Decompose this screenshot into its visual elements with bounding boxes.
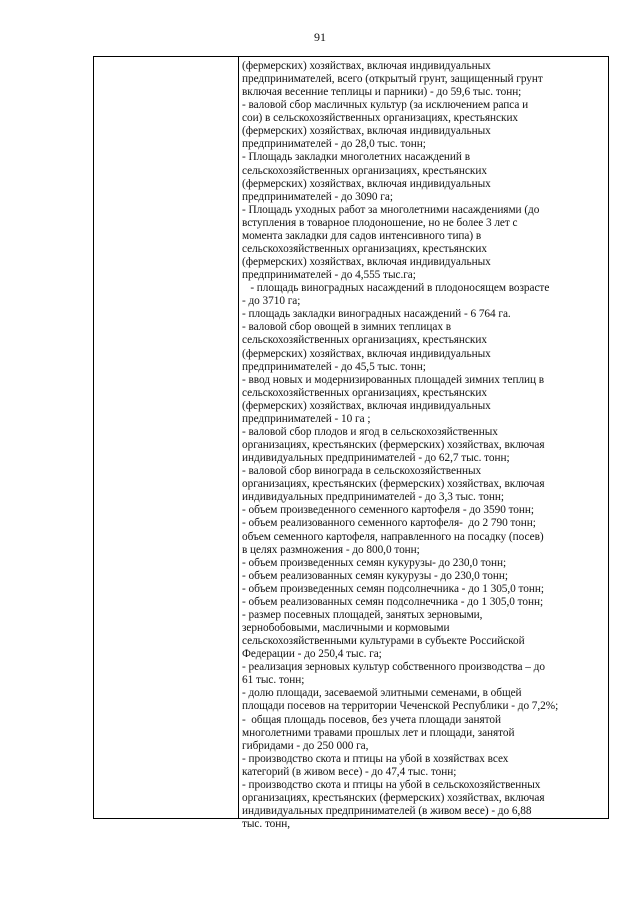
text-line: зернобобовыми, масличными и кормовыми <box>242 622 450 634</box>
text-line: - валовой сбор винограда в сельскохозяйственных <box>242 465 482 478</box>
text-line: - производство скота и птицы на убой в сельскохозяйственных <box>242 778 541 791</box>
text-line: организациях, крестьянских (фермерских) хозяйствах, включая <box>242 478 545 491</box>
text-line: - долю площади, засеваемой элитными семенами, в общей <box>242 687 522 700</box>
page-number: 91 <box>314 30 326 44</box>
text-line: (фермерских) хозяйствах, включая индивидуальных <box>242 347 491 360</box>
text-line: площади посевов на территории Чеченской Республики - до 7,2%; <box>242 700 559 713</box>
text-line: предпринимателей - до 28,0 тыс. тонн; <box>242 138 426 151</box>
text-line: (фермерских) хозяйствах, включая индивидуальных <box>242 60 491 72</box>
text-line: предпринимателей - до 45,5 тыс. тонн; <box>242 360 426 373</box>
text-line: сельскохозяйственных организациях, крестьянских <box>242 386 487 399</box>
text-line: - размер посевных площадей, занятых зерновыми, <box>242 608 483 621</box>
text-line: объем семенного картофеля, направленного на посадку (посев) <box>242 530 544 543</box>
text-line: - валовой сбор овощей в зимних теплицах в <box>242 321 451 334</box>
text-line: - объем реализованного семенного картофеля- до 2 790 тонн; <box>242 517 536 530</box>
text-line: вступления в товарное плодоношение, но не более 3 лет с <box>242 216 518 229</box>
text-line: индивидуальных предпринимателей - до 3,3 тыс. тонн; <box>242 491 504 504</box>
text-line: - площадь виноградных насаждений в плодоносящем возрасте <box>242 282 550 295</box>
text-line: - до 3710 га; <box>242 295 301 308</box>
text-line: включая весенние теплицы и парники) - до 59,6 тыс. тонн; <box>242 86 522 99</box>
text-line: - ввод новых и модернизированных площадей зимних теплиц в <box>242 373 545 386</box>
text-line: сои) в сельскохозяйственных организациях, крестьянских <box>242 112 519 125</box>
text-line: предпринимателей - до 4,555 тыс.га; <box>242 269 416 282</box>
text-line: 61 тыс. тонн; <box>242 674 305 687</box>
text-line: организациях, крестьянских (фермерских) хозяйствах, включая <box>242 791 545 804</box>
text-line: Федерации - до 250,4 тыс. га; <box>242 648 382 661</box>
text-line: индивидуальных предпринимателей (в живом весе) - до 6,88 <box>242 804 532 817</box>
text-line: - реализация зерновых культур собственного производства – до <box>242 661 545 674</box>
text-line: момента закладки для садов интенсивного типа) в <box>242 229 482 242</box>
text-line: гибридами - до 250 000 га, <box>242 739 369 752</box>
text-line: - валовой сбор плодов и ягод в сельскохозяйственных <box>242 425 498 438</box>
text-line: - валовой сбор масличных культур (за исключением рапса и <box>242 99 529 112</box>
text-line: тыс. тонн, <box>242 818 291 831</box>
text-line: (фермерских) хозяйствах, включая индивидуальных <box>242 399 491 412</box>
text-line: (фермерских) хозяйствах, включая индивидуальных <box>242 177 491 190</box>
text-line: - объем произведенного семенного картофеля - до 3590 тонн; <box>242 504 534 517</box>
text-line: предпринимателей, всего (открытый грунт, защищенный грунт <box>242 73 543 86</box>
text-line: - Площадь уходных работ за многолетними насаждениями (до <box>242 203 540 216</box>
text-line: категорий (в живом весе) - до 47,4 тыс. тонн; <box>242 765 457 778</box>
table-left-cell <box>94 57 239 818</box>
text-line: - общая площадь посевов, без учета площади занятой <box>242 713 501 726</box>
text-line: - площадь закладки виноградных насаждений - 6 764 га. <box>242 308 511 321</box>
text-line: предпринимателей - 10 га ; <box>242 412 371 425</box>
text-line: сельскохозяйственных организациях, крестьянских <box>242 242 487 255</box>
text-line: - объем произведенных семян подсолнечника - до 1 305,0 тонн; <box>242 582 544 595</box>
text-line: - объем произведенных семян кукурузы- до 230,0 тонн; <box>242 556 507 569</box>
text-line: (фермерских) хозяйствах, включая индивидуальных <box>242 125 491 138</box>
text-line: индивидуальных предпринимателей - до 62,7 тыс. тонн; <box>242 452 510 465</box>
text-line: сельскохозяйственных организациях, крестьянских <box>242 164 487 177</box>
text-line: (фермерских) хозяйствах, включая индивидуальных <box>242 256 491 269</box>
text-line: - производство скота и птицы на убой в хозяйствах всех <box>242 752 509 765</box>
text-line: - Площадь закладки многолетних насаждений в <box>242 151 470 164</box>
text-line: сельскохозяйственных организациях, крестьянских <box>242 334 487 347</box>
table-right-cell <box>242 57 604 831</box>
text-line: сельскохозяйственными культурами в субъекте Российской <box>242 635 525 648</box>
text-line: предпринимателей - до 3090 га; <box>242 190 393 203</box>
text-line: организациях, крестьянских (фермерских) хозяйствах, включая <box>242 439 545 452</box>
text-line: в целях размножения - до 800,0 тонн; <box>242 543 420 556</box>
text-line: - объем реализованных семян подсолнечника - до 1 305,0 тонн; <box>242 595 544 608</box>
document-table <box>93 56 609 831</box>
text-line: многолетними травами прошлых лет и площади, занятой <box>242 726 515 739</box>
text-line: - объем реализованных семян кукурузы - до 230,0 тонн; <box>242 569 508 582</box>
